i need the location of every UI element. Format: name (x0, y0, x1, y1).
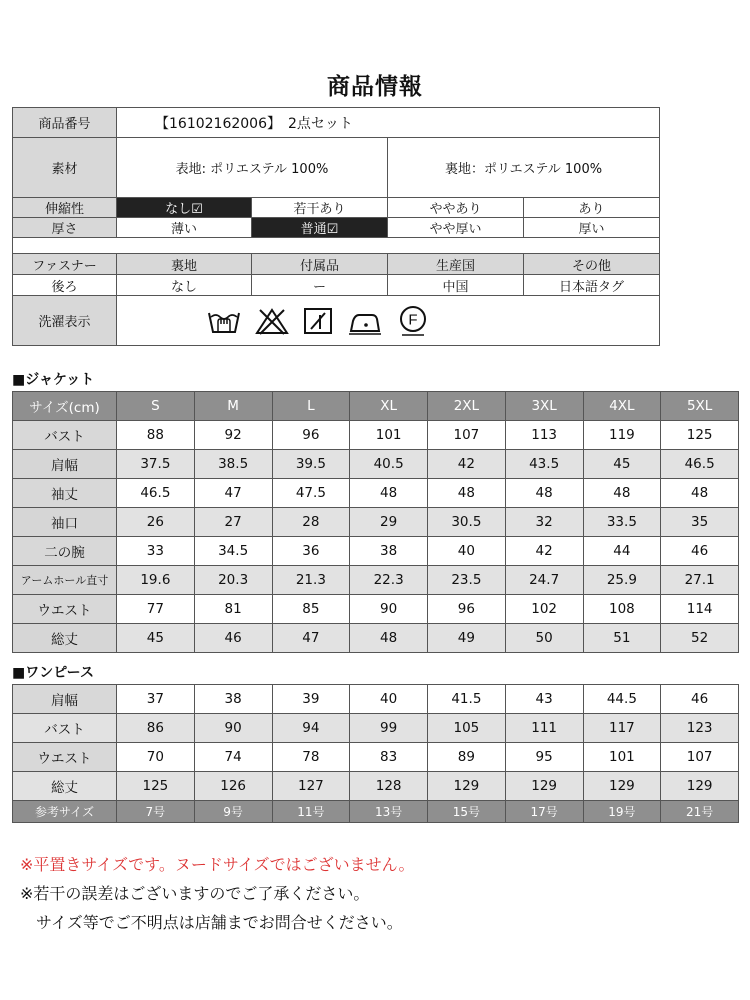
measure-label: 肩幅 (13, 450, 117, 479)
stretch-label: 伸縮性 (13, 198, 117, 218)
measure-value: 113 (505, 421, 583, 450)
measure-value: 129 (505, 772, 583, 801)
measure-value: 44 (583, 537, 661, 566)
measure-label: 袖丈 (13, 479, 117, 508)
accessory-value: ー (252, 275, 388, 296)
measure-label: 二の腕 (13, 537, 117, 566)
measure-value: 46 (661, 685, 739, 714)
measure-value: 40 (428, 537, 506, 566)
measure-label: ウエスト (13, 595, 117, 624)
reference-size-value: 21号 (661, 801, 739, 823)
measure-value: 46 (194, 624, 272, 653)
measure-value: 89 (428, 743, 506, 772)
measure-value: 28 (272, 508, 350, 537)
note-error-margin: ※若干の誤差はございますのでご了承ください。 (20, 884, 370, 903)
size-header-cell: 4XL (583, 392, 661, 421)
dress-size-table (12, 684, 739, 823)
measure-value: 45 (117, 624, 195, 653)
reference-size-value: 15号 (428, 801, 506, 823)
measure-value: 95 (505, 743, 583, 772)
dress-measure-row (13, 685, 739, 714)
note-flat-measure: ※平置きサイズです。ヌードサイズではございません。 (20, 855, 415, 874)
measure-value: 94 (272, 714, 350, 743)
measure-value: 33 (117, 537, 195, 566)
measure-value: 20.3 (194, 566, 272, 595)
measure-value: 38 (350, 537, 428, 566)
measure-value: 48 (350, 624, 428, 653)
measure-value: 127 (272, 772, 350, 801)
measure-value: 114 (661, 595, 739, 624)
material-lining: 裏地：ポリエステル 100% (388, 138, 660, 198)
thickness-option-slightly-thick: やや厚い (388, 218, 524, 238)
measure-value: 52 (661, 624, 739, 653)
measure-value: 45 (583, 450, 661, 479)
measure-value: 23.5 (428, 566, 506, 595)
size-header-cell: 2XL (428, 392, 506, 421)
other-header: その他 (524, 254, 660, 275)
size-header-cell: S (117, 392, 195, 421)
jacket-measure-row (13, 595, 739, 624)
measure-value: 90 (194, 714, 272, 743)
measure-value: 105 (428, 714, 506, 743)
measure-value: 125 (661, 421, 739, 450)
measure-label: 総丈 (13, 772, 117, 801)
measure-value: 42 (428, 450, 506, 479)
spacer-row (13, 238, 660, 254)
measure-value: 48 (661, 479, 739, 508)
measure-value: 83 (350, 743, 428, 772)
reference-size-value: 9号 (194, 801, 272, 823)
measure-value: 48 (428, 479, 506, 508)
measure-value: 50 (505, 624, 583, 653)
measure-value: 128 (350, 772, 428, 801)
measure-value: 39.5 (272, 450, 350, 479)
measure-value: 96 (428, 595, 506, 624)
measure-value: 107 (661, 743, 739, 772)
line-dry-icon (303, 307, 333, 335)
material-outer: 表地: ポリエステル 100% (117, 138, 388, 198)
measure-value: 47 (272, 624, 350, 653)
dress-measure-row (13, 772, 739, 801)
measure-value: 46.5 (117, 479, 195, 508)
measure-value: 74 (194, 743, 272, 772)
note-contact-store: サイズ等でご不明点は店舗までお問合せください。 (20, 913, 403, 932)
measure-value: 44.5 (583, 685, 661, 714)
measure-value: 126 (194, 772, 272, 801)
jacket-header-row (13, 392, 739, 421)
jacket-measure-row (13, 421, 739, 450)
jacket-measure-row (13, 450, 739, 479)
measure-value: 30.5 (428, 508, 506, 537)
measure-value: 77 (117, 595, 195, 624)
hand-wash-icon (207, 307, 241, 335)
measure-label: 総丈 (13, 624, 117, 653)
measure-value: 119 (583, 421, 661, 450)
measure-value: 107 (428, 421, 506, 450)
measure-value: 27 (194, 508, 272, 537)
measure-value: 29 (350, 508, 428, 537)
measure-value: 48 (350, 479, 428, 508)
reference-size-value: 19号 (583, 801, 661, 823)
measure-value: 46 (661, 537, 739, 566)
jacket-section-label: ■ジャケット (12, 372, 95, 388)
measure-value: 37.5 (117, 450, 195, 479)
measure-value: 48 (583, 479, 661, 508)
dress-measure-row (13, 714, 739, 743)
lining-header: 裏地 (117, 254, 252, 275)
measure-value: 41.5 (428, 685, 506, 714)
measure-value: 43 (505, 685, 583, 714)
measure-value: 46.5 (661, 450, 739, 479)
measure-value: 88 (117, 421, 195, 450)
measure-value: 96 (272, 421, 350, 450)
jacket-measure-row (13, 537, 739, 566)
measure-value: 86 (117, 714, 195, 743)
measure-value: 81 (194, 595, 272, 624)
thickness-label: 厚さ (13, 218, 117, 238)
measure-value: 33.5 (583, 508, 661, 537)
jacket-measure-row (13, 479, 739, 508)
measure-value: 108 (583, 595, 661, 624)
reference-size-value: 17号 (505, 801, 583, 823)
measure-value: 101 (350, 421, 428, 450)
jacket-size-table (12, 391, 739, 653)
material-label: 素材 (13, 138, 117, 198)
fastener-header: ファスナー (13, 254, 117, 275)
measure-value: 35 (661, 508, 739, 537)
thickness-option-thin: 薄い (117, 218, 252, 238)
dry-clean-f-icon (397, 305, 429, 337)
measure-value: 49 (428, 624, 506, 653)
iron-low-icon (347, 307, 383, 335)
measure-value: 42 (505, 537, 583, 566)
size-header-cell: 3XL (505, 392, 583, 421)
measure-value: 102 (505, 595, 583, 624)
thickness-option-normal: 普通☑ (252, 218, 388, 238)
reference-size-label: 参考サイズ (13, 801, 117, 823)
measure-value: 24.7 (505, 566, 583, 595)
measure-value: 43.5 (505, 450, 583, 479)
measure-label: バスト (13, 714, 117, 743)
wash-icons-cell (117, 296, 660, 346)
measure-value: 129 (661, 772, 739, 801)
lining-value: なし (117, 275, 252, 296)
measure-value: 22.3 (350, 566, 428, 595)
measure-value: 32 (505, 508, 583, 537)
measure-label: 袖口 (13, 508, 117, 537)
notes (20, 850, 415, 937)
size-header-cell: XL (350, 392, 428, 421)
origin-value: 中国 (388, 275, 524, 296)
measure-value: 70 (117, 743, 195, 772)
measure-value: 85 (272, 595, 350, 624)
other-value: 日本語タグ (524, 275, 660, 296)
measure-value: 21.3 (272, 566, 350, 595)
measure-value: 123 (661, 714, 739, 743)
measure-value: 90 (350, 595, 428, 624)
dress-measure-row (13, 743, 739, 772)
measure-value: 38.5 (194, 450, 272, 479)
svg-text:F: F (408, 311, 418, 328)
measure-value: 40 (350, 685, 428, 714)
stretch-option-none: なし☑ (117, 198, 252, 218)
measure-value: 34.5 (194, 537, 272, 566)
reference-size-value: 11号 (272, 801, 350, 823)
size-header-cell: M (194, 392, 272, 421)
reference-size-value: 7号 (117, 801, 195, 823)
measure-value: 26 (117, 508, 195, 537)
stretch-option-some: ややあり (388, 198, 524, 218)
measure-value: 48 (505, 479, 583, 508)
measure-value: 51 (583, 624, 661, 653)
measure-label: ウエスト (13, 743, 117, 772)
stretch-option-slight: 若干あり (252, 198, 388, 218)
product-no-value: 【16102162006】 2点セット (117, 108, 660, 138)
measure-label: アームホール直寸 (13, 566, 117, 595)
measure-value: 37 (117, 685, 195, 714)
measure-value: 125 (117, 772, 195, 801)
measure-value: 19.6 (117, 566, 195, 595)
measure-value: 27.1 (661, 566, 739, 595)
reference-size-value: 13号 (350, 801, 428, 823)
stretch-option-yes: あり (524, 198, 660, 218)
measure-value: 78 (272, 743, 350, 772)
measure-value: 47 (194, 479, 272, 508)
size-header-label: サイズ(cm) (13, 392, 117, 421)
page-title: 商品情報 (327, 74, 423, 100)
measure-value: 39 (272, 685, 350, 714)
measure-value: 47.5 (272, 479, 350, 508)
product-info-table (12, 107, 660, 346)
origin-header: 生産国 (388, 254, 524, 275)
measure-value: 40.5 (350, 450, 428, 479)
jacket-measure-row (13, 508, 739, 537)
measure-value: 25.9 (583, 566, 661, 595)
reference-size-row (13, 801, 739, 823)
measure-value: 38 (194, 685, 272, 714)
measure-value: 129 (428, 772, 506, 801)
jacket-measure-row (13, 624, 739, 653)
size-header-cell: 5XL (661, 392, 739, 421)
no-bleach-icon (255, 307, 289, 335)
dress-section-label: ■ワンピース (12, 665, 94, 681)
measure-value: 101 (583, 743, 661, 772)
size-header-cell: L (272, 392, 350, 421)
wash-label: 洗濯表示 (13, 296, 117, 346)
measure-label: バスト (13, 421, 117, 450)
fastener-value: 後ろ (13, 275, 117, 296)
measure-value: 111 (505, 714, 583, 743)
measure-value: 99 (350, 714, 428, 743)
measure-value: 36 (272, 537, 350, 566)
measure-label: 肩幅 (13, 685, 117, 714)
measure-value: 92 (194, 421, 272, 450)
jacket-measure-row (13, 566, 739, 595)
thickness-option-thick: 厚い (524, 218, 660, 238)
measure-value: 129 (583, 772, 661, 801)
measure-value: 117 (583, 714, 661, 743)
product-no-label: 商品番号 (13, 108, 117, 138)
accessory-header: 付属品 (252, 254, 388, 275)
